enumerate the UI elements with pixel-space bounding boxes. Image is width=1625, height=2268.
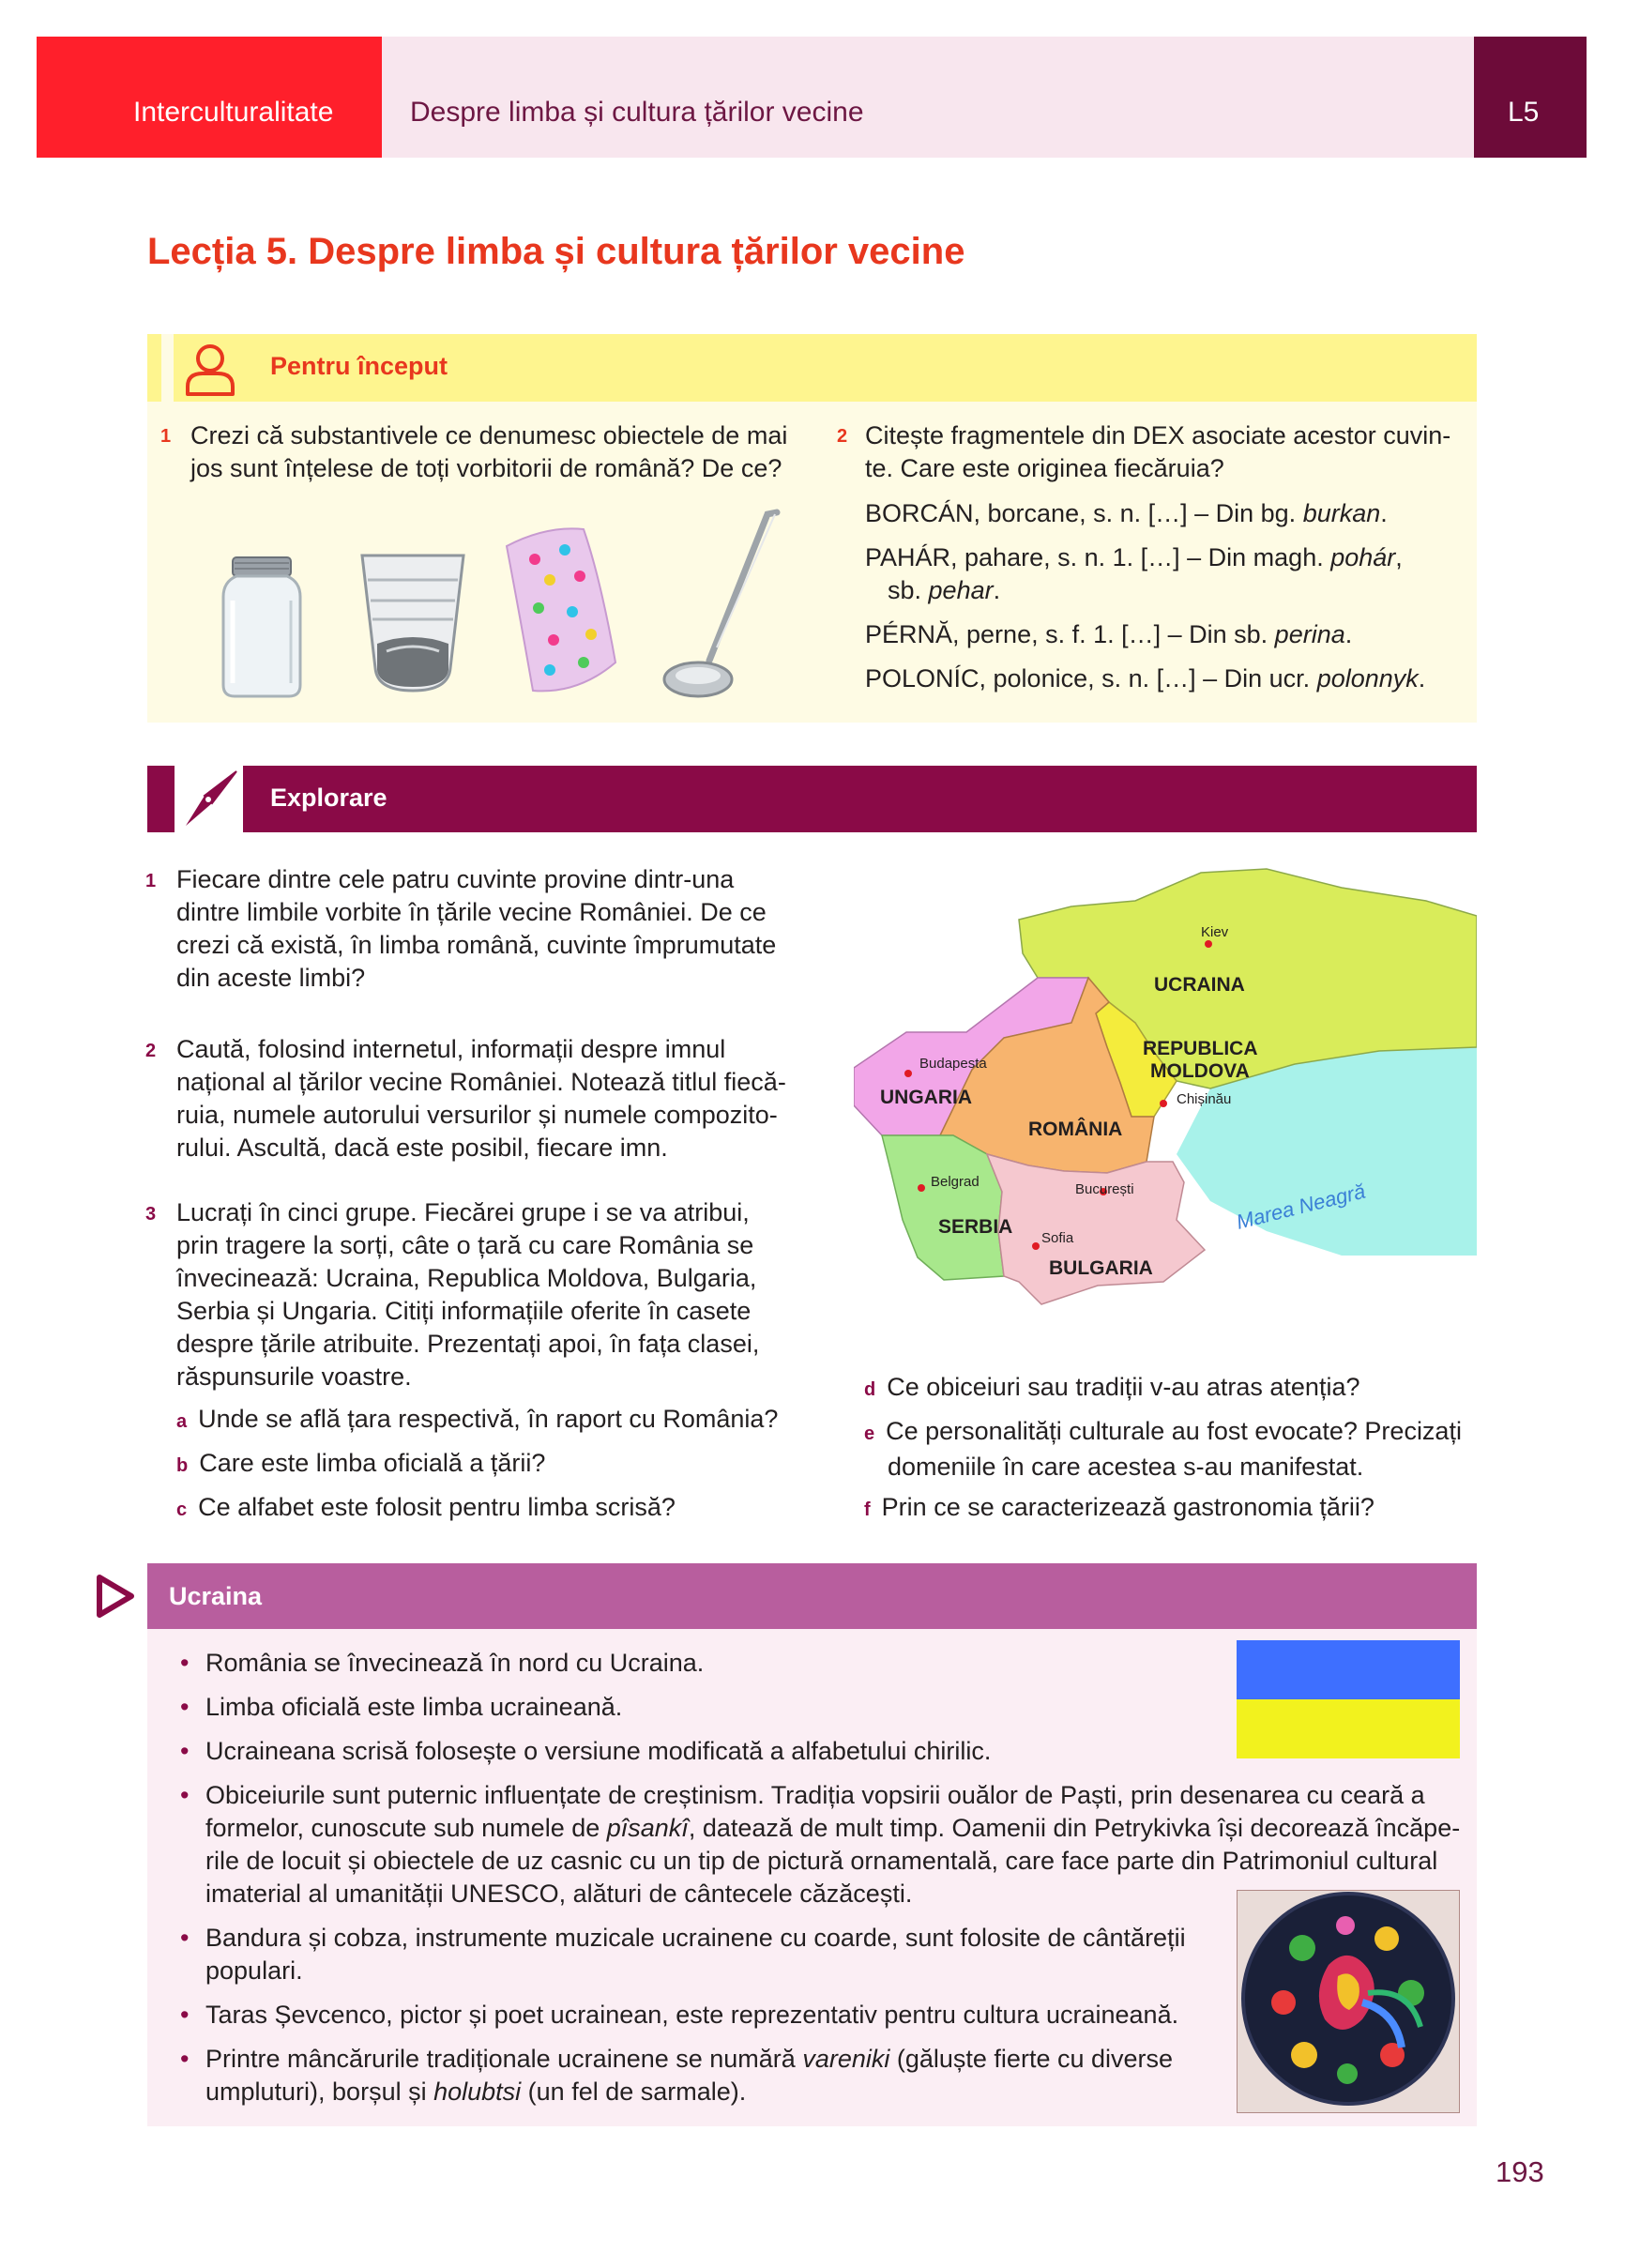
petrykivka-painting-image	[1237, 1890, 1460, 2113]
lesson-title: Lecția 5. Despre limba și cultura țărilor vecine	[147, 231, 965, 272]
sub-letter: e	[864, 1423, 875, 1444]
entry-origin: perina	[1274, 620, 1345, 648]
fact-item: • Ucraineana scrisă folosește o versiune modificată a alfabetului chirilic.	[147, 1735, 1470, 1768]
text-line: • Obiceiurile sunt puternic influențate de creștinism. Tradiția vopsirii ouălor de Paști, prin desenarea cu ceară a	[205, 1781, 1425, 1809]
text-line: Serbia și Ungaria. Citiți informațiile oferite în casete	[176, 1297, 752, 1325]
question-number: 2	[145, 1041, 157, 1061]
question-number: 1	[160, 426, 172, 447]
section-tab	[37, 37, 382, 158]
sub-question-d	[864, 1371, 1359, 1407]
glass-image	[357, 550, 469, 695]
sub-letter: c	[176, 1499, 188, 1520]
text-run: formelor, cunoscute sub numele de	[205, 1814, 607, 1842]
text-line: din aceste limbi?	[176, 964, 366, 992]
entry-head: POLONÍC, polonice, s. n. […] – Din ucr.	[865, 664, 1317, 693]
person-icon	[182, 340, 238, 398]
text-run: , datează de mult timp. Oamenii din Petrykivka își decorează încăpe-	[688, 1814, 1461, 1842]
question-2-text	[865, 419, 1466, 485]
entry-head: PÉRNĂ, perne, s. f. 1. […] – Din sb.	[865, 620, 1275, 648]
sub-question-a	[176, 1403, 778, 1438]
sub-question-f	[864, 1491, 1374, 1527]
exploration-question-1	[176, 863, 796, 995]
text-line: • Bandura și cobza, instrumente muzicale ucrainene cu coarde, sunt folosite de cântăreții	[205, 1924, 1186, 1952]
topic-label: Despre limba și cultura țărilor vecine	[410, 97, 864, 128]
fact-item: • Taras Șevcenco, pictor și poet ucrainean, este reprezentativ pentru cultura ucraineană.	[147, 1999, 1470, 2032]
city-label-budapest: Budapesta	[919, 1056, 987, 1072]
question-1-text	[190, 419, 810, 485]
country-label-ukraine: UCRAINA	[1154, 974, 1245, 996]
chisinau-dot	[1160, 1100, 1167, 1107]
sea-label: Marea Neagră	[1234, 1179, 1368, 1234]
kiev-dot	[1205, 940, 1212, 948]
text-run: Printre mâncărurile tradiționale ucrainene se numără	[205, 2045, 803, 2073]
text-line: populari.	[205, 1956, 303, 1985]
entry-tail: .	[1418, 664, 1426, 693]
compass-needle-icon	[182, 768, 240, 830]
sub-question-b	[176, 1447, 545, 1483]
city-label-chisinau: Chișinău	[1177, 1091, 1232, 1107]
city-label-belgrade: Belgrad	[931, 1174, 980, 1190]
dex-entry	[865, 541, 1403, 574]
explorare-bar	[243, 766, 1477, 832]
country-label-romania: ROMÂNIA	[1028, 1119, 1123, 1140]
text-line: Lucrați în cinci grupe. Fiecărei grupe i se va atribui,	[176, 1198, 750, 1226]
exploration-question-2	[176, 1033, 796, 1164]
sub-letter: d	[864, 1379, 876, 1400]
play-arrow-icon	[94, 1574, 135, 1619]
sub-letter: f	[864, 1499, 871, 1520]
topic-tab	[382, 37, 1474, 158]
jar-image	[220, 554, 304, 699]
text-line: învecinează: Ucraina, Republica Moldova, Bulgaria,	[176, 1264, 757, 1292]
dex-entry	[865, 497, 1388, 530]
text-line: jos sunt înțelese de toți vorbitorii de română? De ce?	[190, 454, 782, 482]
dex-entry	[888, 574, 1000, 607]
sub-letter: a	[176, 1411, 188, 1432]
sub-text: Ce obiceiuri sau tradiții v-au atras atenția?	[887, 1373, 1360, 1401]
text-run: (găluște fierte cu diverse	[889, 2045, 1174, 2073]
sub-text: Unde se află țara respectivă, în raport cu România?	[198, 1405, 779, 1433]
sub-text: Prin ce se caracterizează gastronomia țării?	[881, 1493, 1374, 1521]
fact-item: • Limba oficială este limba ucraineană.	[147, 1691, 1470, 1724]
country-label-bulgaria: BULGARIA	[1049, 1257, 1153, 1279]
lesson-code: L5	[1508, 97, 1540, 128]
text-line: Crezi că substantivele ce denumesc obiectele de mai	[190, 421, 788, 449]
entry-tail: ,	[1395, 543, 1403, 571]
question-number: 2	[837, 426, 848, 447]
fact-item: • România se învecinează în nord cu Ucraina.	[147, 1647, 1470, 1680]
text-line: răspunsurile voastre.	[176, 1362, 412, 1391]
text-run-italic: vareniki	[802, 2045, 890, 2073]
text-line: despre țările atribuite. Prezentați apoi, în fața clasei,	[176, 1330, 760, 1358]
entry-tail: .	[1344, 620, 1353, 648]
sub-text: Ce personalități culturale au fost evocate? Precizați	[886, 1417, 1462, 1445]
explorare-bar-accent	[147, 766, 175, 832]
ucraina-bar	[147, 1563, 1477, 1629]
country-label-moldova-1: REPUBLICA	[1143, 1038, 1258, 1059]
ucraina-label: Ucraina	[169, 1582, 263, 1610]
pillow-image	[497, 522, 624, 700]
sub-text: Ce alfabet este folosit pentru limba scrisă?	[198, 1493, 676, 1521]
entry-origin: pehar	[928, 576, 994, 604]
text-line: Citește fragmentele din DEX asociate acestor cuvin-	[865, 421, 1451, 449]
entry-origin: pohár	[1330, 543, 1396, 571]
neighbours-map	[854, 863, 1477, 1323]
page-number: 193	[1496, 2155, 1544, 2188]
city-label-bucharest: București	[1075, 1181, 1134, 1197]
ladle-image	[657, 507, 788, 704]
text-line: Fiecare dintre cele patru cuvinte provine dintr-una	[176, 865, 735, 893]
entry-head: PAHÁR, pahare, s. n. 1. […] – Din magh.	[865, 543, 1331, 571]
entry-tail: .	[1380, 499, 1388, 527]
entry-head: BORCÁN, borcane, s. n. […] – Din bg.	[865, 499, 1303, 527]
text-line: național al țărilor vecine României. Notează titlul fiecă-	[176, 1068, 786, 1096]
sub-text: domeniile în care acestea s-au manifestat.	[888, 1453, 1364, 1481]
text-line: imaterial al umanității UNESCO, alături de cântecele căzăcești.	[205, 1880, 913, 1908]
pentru-inceput-bar-gap	[161, 334, 174, 402]
text-line: dintre limbile vorbite în țările vecine României. De ce	[176, 898, 767, 926]
entry-tail: .	[993, 576, 1001, 604]
text-line: crezi că există, în limba română, cuvinte împrumutate	[176, 931, 777, 959]
budapest-dot	[904, 1070, 912, 1077]
text-line: rile de locuit și obiectele de uz casnic cu un tip de pictură ornamentală, care face parte din Patrimoniul cultural	[205, 1847, 1438, 1875]
entry-head: sb.	[888, 576, 929, 604]
exploration-question-3	[176, 1196, 796, 1393]
text-run: umpluturi), borșul și	[205, 2078, 434, 2106]
country-label-serbia: SERBIA	[938, 1216, 1013, 1238]
belgrade-dot	[918, 1184, 925, 1192]
sub-letter: b	[176, 1455, 189, 1476]
text-run-italic: holubtsi	[433, 2078, 522, 2106]
pentru-inceput-label: Pentru început	[270, 352, 448, 380]
text-line: ruia, numele autorului versurilor și numele compozito-	[176, 1101, 778, 1129]
text-line: rului. Ascultă, dacă este posibil, fiecare imn.	[176, 1134, 668, 1162]
text-line: Caută, folosind internetul, informații despre imnul	[176, 1035, 726, 1063]
sub-text: Care este limba oficială a țării?	[199, 1449, 546, 1477]
section-label: Interculturalitate	[133, 97, 334, 128]
country-label-hungary: UNGARIA	[880, 1087, 972, 1108]
sofia-dot	[1032, 1242, 1040, 1250]
entry-origin: burkan	[1302, 499, 1381, 527]
city-label-sofia: Sofia	[1041, 1230, 1074, 1246]
question-number: 3	[145, 1204, 157, 1225]
explorare-label: Explorare	[270, 784, 387, 812]
dex-entry	[865, 662, 1425, 695]
bulgaria-region	[987, 1154, 1205, 1304]
text-run-italic: pîsankî	[606, 1814, 689, 1842]
lesson-code-tab	[1474, 37, 1587, 158]
text-line: te. Care este originea fiecăruia?	[865, 454, 1224, 482]
text-run: (un fel de sarmale).	[521, 2078, 747, 2106]
city-label-kiev: Kiev	[1201, 924, 1229, 940]
serbia-region	[882, 1135, 1004, 1280]
text-line	[205, 1812, 1470, 1845]
sub-question-e	[864, 1415, 1474, 1484]
entry-origin: polonnyk	[1316, 664, 1419, 693]
dex-entry	[865, 618, 1352, 651]
text-line: prin tragere la sorți, câte o țară cu care România se	[176, 1231, 754, 1259]
country-label-moldova-2: MOLDOVA	[1150, 1060, 1250, 1082]
question-number: 1	[145, 871, 157, 891]
sub-question-c	[176, 1491, 676, 1527]
